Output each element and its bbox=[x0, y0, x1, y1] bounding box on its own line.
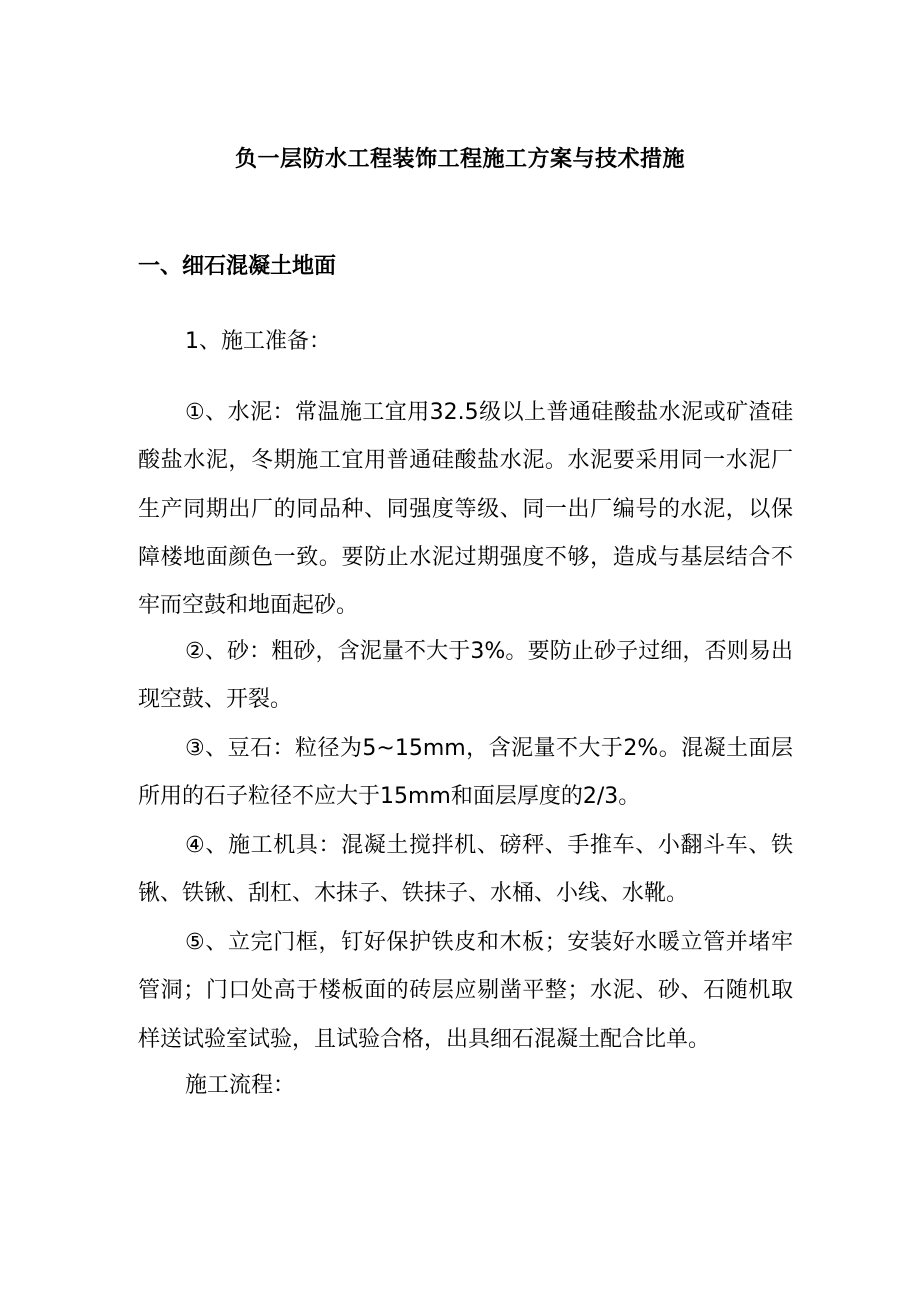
document-title: 负一层防水工程装饰工程施工方案与技术措施 bbox=[234, 147, 685, 172]
paragraph-preparation-work: ⑤、立完门框，钉好保护铁皮和木板；安装好水暖立管并堵牢管洞；门口处高于楼板面的砖层应剔凿平整；水泥、砂、石随机取样送试验室试验，且试验合格，出具细石混凝土配合比单。 bbox=[138, 930, 793, 1052]
paragraph-tools: ④、施工机具：混凝土搅拌机、磅秤、手推车、小翻斗车、铁锹、铁锹、刮杠、木抹子、铁抹子、水桶、小线、水靴。 bbox=[138, 833, 793, 907]
section-heading: 一、细石混凝土地面 bbox=[138, 254, 337, 279]
paragraph-gravel: ③、豆石：粒径为5~15mm，含泥量不大于2%。混凝土面层所用的石子粒径不应大于15mm和面层厚度的2/3。 bbox=[138, 736, 793, 810]
paragraph-sand: ②、砂：粗砂，含泥量不大于3%。要防止砂子过细，否则易出现空鼓、开裂。 bbox=[138, 639, 793, 713]
flow-label: 施工流程： bbox=[185, 1073, 296, 1098]
paragraph-cement: ①、水泥：常温施工宜用32.5级以上普通硅酸盐水泥或矿渣硅酸盐水泥，冬期施工宜用普通硅酸盐水泥。水泥要采用同一水泥厂生产同期出厂的同品种、同强度等级、同一出厂编号的水泥，以保障楼地面颜色一致。要防止水泥过期强度不够，造成与基层结合不牢而空鼓和地面起砂。 bbox=[138, 400, 793, 619]
subsection-prep: 1、施工准备： bbox=[185, 329, 331, 354]
